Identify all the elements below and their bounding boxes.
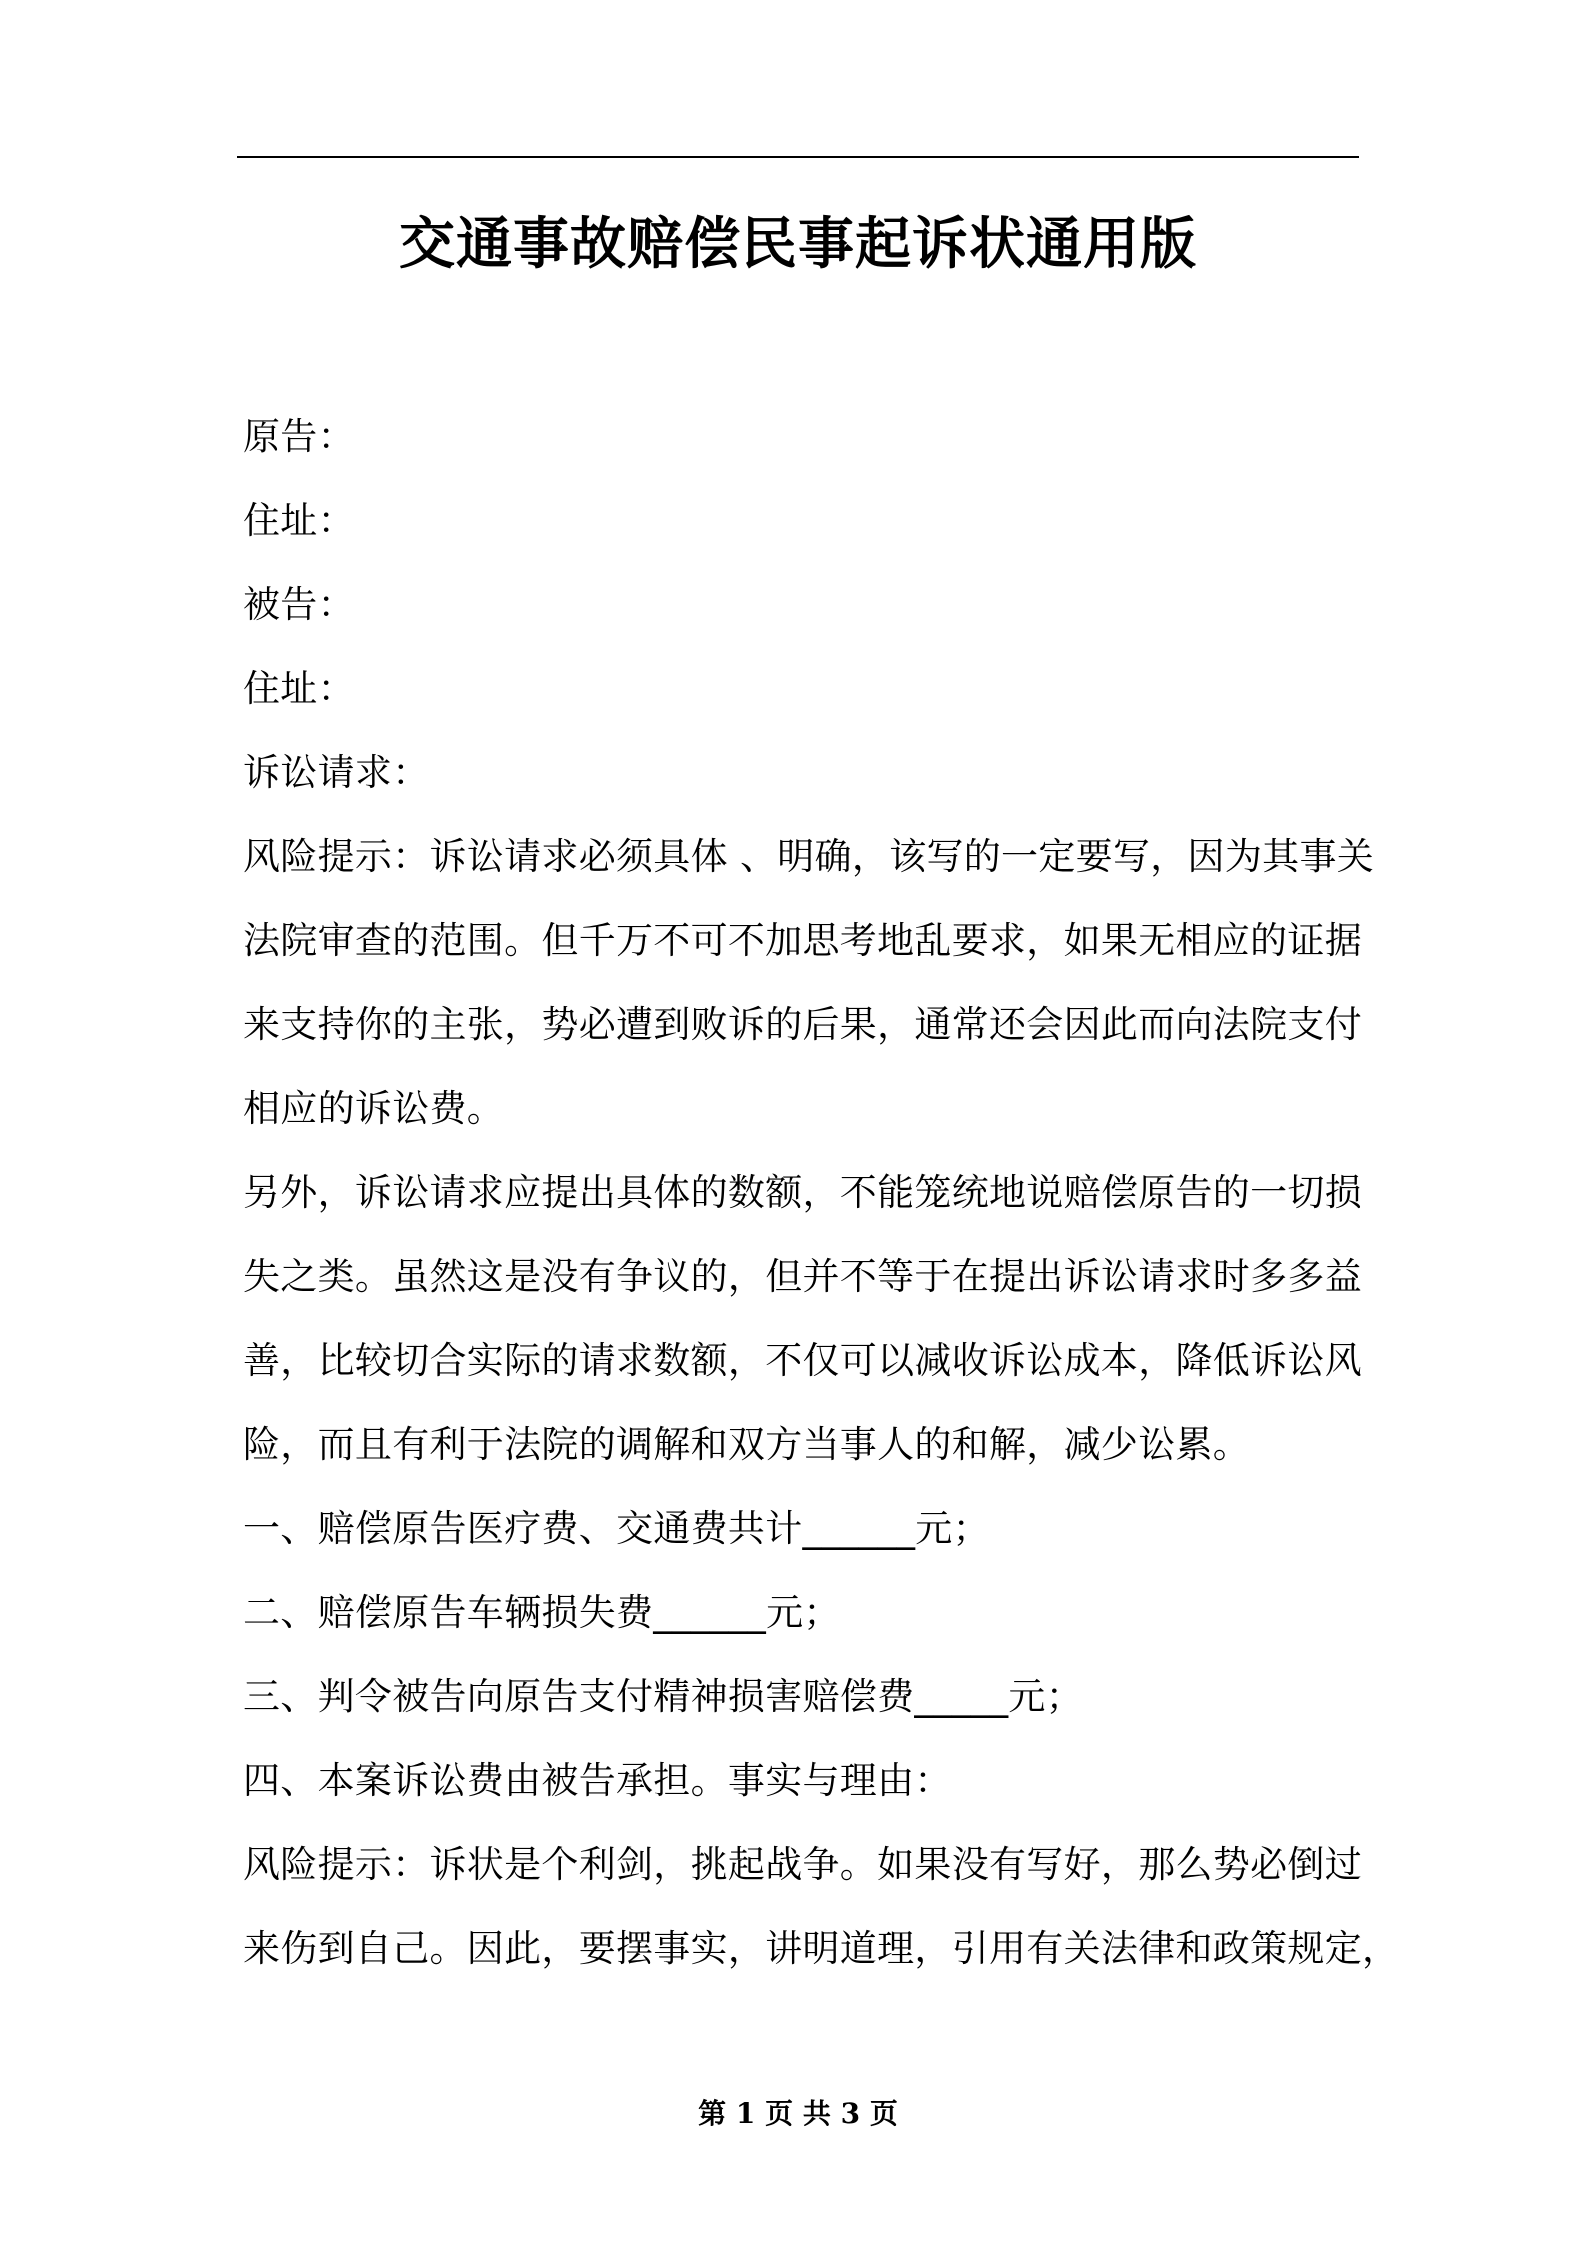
paragraph-line: 来伤到自己。因此，要摆事实，讲明道理，引用有关法律和政策规定， [243,1927,1400,1970]
paragraph-line: 险，而且有利于法院的调解和双方当事人的和解，减少讼累。 [243,1423,1251,1466]
claims-heading: 诉讼请求： [243,751,430,794]
claim-item-3: 三、判令被告向原告支付精神损害赔偿费_____元； [243,1675,1083,1718]
paragraph-line: 失之类。虽然这是没有争议的，但并不等于在提出诉讼请求时多多益 [243,1255,1362,1298]
paragraph-line: 善，比较切合实际的请求数额，不仅可以减收诉讼成本，降低诉讼风 [243,1339,1362,1382]
document-body [243,395,1400,1991]
page-number-footer: 第 1 页 共 3 页 [698,2097,898,2130]
claim-item-1: 一、赔偿原告医疗费、交通费共计______元； [243,1507,990,1550]
paragraph-line: 相应的诉讼费。 [243,1087,505,1130]
paragraph-line: 另外，诉讼请求应提出具体的数额，不能笼统地说赔偿原告的一切损 [243,1171,1362,1214]
paragraph-line: 来支持你的主张，势必遭到败诉的后果，通常还会因此而向法院支付 [243,1003,1362,1046]
document-title: 交通事故赔偿民事起诉状通用版 [399,212,1197,277]
paragraph-line: 风险提示：诉讼请求必须具体 、明确，该写的一定要写，因为其事关 [243,835,1375,878]
defendant-label: 被告： [243,583,355,626]
claim-item-4: 四、本案诉讼费由被告承担。事实与理由： [243,1759,952,1802]
plaintiff-label: 原告： [243,415,355,458]
paragraph-line: 风险提示：诉状是个利剑，挑起战争。如果没有写好，那么势必倒过 [243,1843,1362,1886]
defendant-address-label: 住址： [243,667,355,710]
header-rule [237,156,1359,158]
plaintiff-address-label: 住址： [243,499,355,542]
claim-item-2: 二、赔偿原告车辆损失费______元； [243,1591,841,1634]
paragraph-line: 法院审查的范围。但千万不可不加思考地乱要求，如果无相应的证据 [243,919,1362,962]
